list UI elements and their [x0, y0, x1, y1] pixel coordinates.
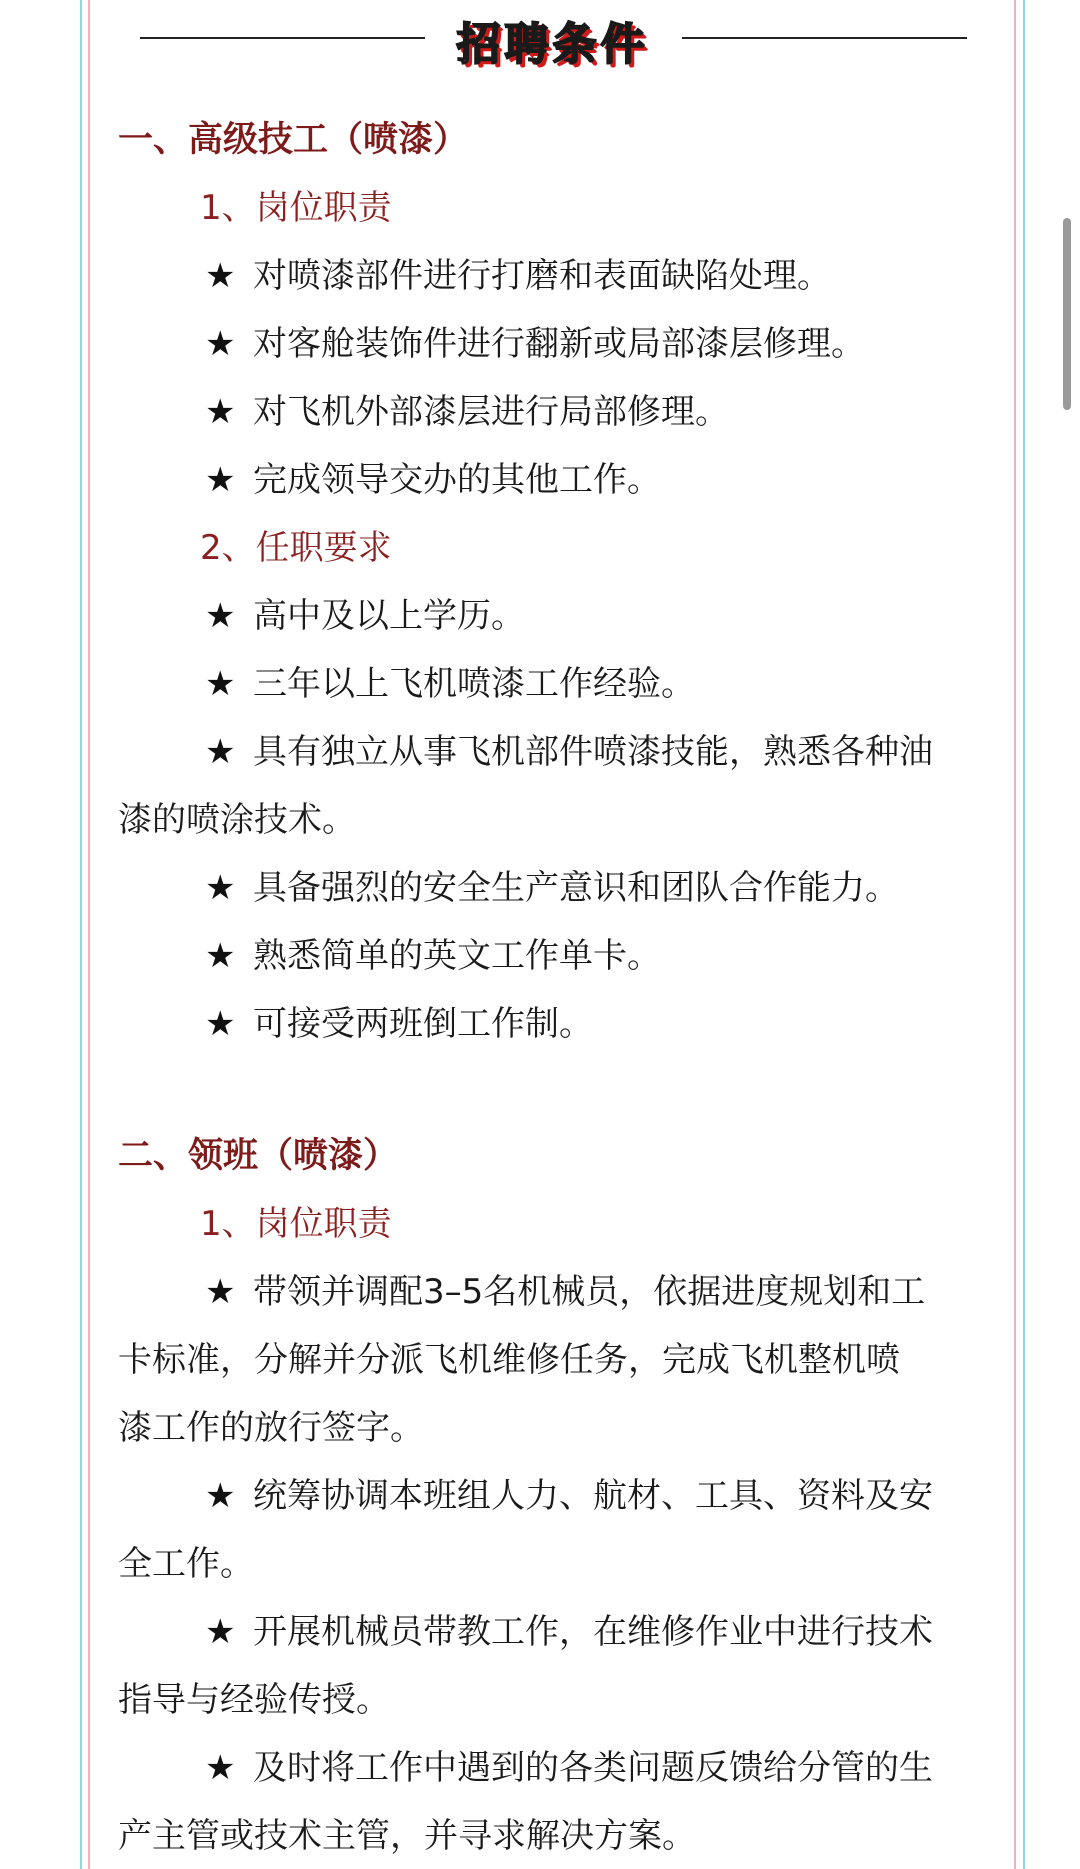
list-item [205, 1748, 933, 1788]
star-icon: ★ [205, 596, 236, 636]
list-item-continuation: 漆的喷涂技术。 [118, 800, 356, 840]
list-item-continuation: 漆工作的放行签字。 [118, 1408, 424, 1448]
list-item [205, 324, 865, 364]
list-item-text: 具备强烈的安全生产意识和团队合作能力。 [253, 868, 899, 908]
subsection-heading: 1、岗位职责 [200, 1204, 392, 1244]
frame-border-left-inner [88, 0, 90, 1869]
star-icon: ★ [205, 1004, 236, 1044]
star-icon: ★ [205, 664, 236, 704]
star-icon: ★ [205, 1476, 236, 1516]
star-icon: ★ [205, 324, 236, 364]
section-title: 一、高级技工（喷漆） [118, 120, 469, 160]
banner-rule-left [140, 37, 425, 39]
banner-rule-right [682, 37, 967, 39]
list-item-text: 完成领导交办的其他工作。 [253, 460, 661, 500]
list-item [205, 256, 831, 296]
list-item [205, 460, 661, 500]
list-item-continuation: 卡标准，分解并分派飞机维修任务，完成飞机整机喷 [118, 1340, 900, 1380]
list-item [205, 868, 899, 908]
list-item [205, 1004, 593, 1044]
star-icon: ★ [205, 868, 236, 908]
frame-border-right-inner [1014, 0, 1016, 1869]
list-item-text: 开展机械员带教工作，在维修作业中进行技术 [253, 1612, 933, 1652]
list-item [205, 1476, 933, 1516]
subsection-heading: 1、岗位职责 [200, 188, 392, 228]
star-icon: ★ [205, 460, 236, 500]
list-item [205, 732, 933, 772]
list-item-text: 带领并调配3–5名机械员，依据进度规划和工 [253, 1272, 926, 1312]
list-item-text: 对喷漆部件进行打磨和表面缺陷处理。 [253, 256, 831, 296]
section-title: 二、领班（喷漆） [118, 1136, 399, 1176]
star-icon: ★ [205, 256, 236, 296]
list-item-continuation: 全工作。 [118, 1544, 254, 1584]
star-icon: ★ [205, 1748, 236, 1788]
section-banner [0, 0, 1080, 80]
star-icon: ★ [205, 1612, 236, 1652]
list-item [205, 664, 695, 704]
list-item [205, 1272, 925, 1312]
list-item-text: 具有独立从事飞机部件喷漆技能，熟悉各种油 [253, 732, 933, 772]
star-icon: ★ [205, 732, 236, 772]
star-icon: ★ [205, 1272, 236, 1312]
star-icon: ★ [205, 392, 236, 432]
list-item-continuation: 指导与经验传授。 [118, 1680, 390, 1720]
frame-border-right-outer [1023, 0, 1025, 1869]
list-item-text: 对飞机外部漆层进行局部修理。 [253, 392, 729, 432]
list-item-text: 对客舱装饰件进行翻新或局部漆层修理。 [253, 324, 865, 364]
subsection-heading: 2、任职要求 [200, 528, 392, 568]
banner-title: 招聘条件 [456, 19, 649, 70]
list-item-text: 熟悉简单的英文工作单卡。 [253, 936, 661, 976]
list-item-text: 及时将工作中遇到的各类问题反馈给分管的生 [253, 1748, 933, 1788]
frame-border-left-outer [80, 0, 82, 1869]
list-item-text: 高中及以上学历。 [253, 596, 525, 636]
scrollbar-thumb[interactable] [1063, 218, 1071, 410]
star-icon: ★ [205, 936, 236, 976]
list-item [205, 596, 525, 636]
list-item-text: 可接受两班倒工作制。 [253, 1004, 593, 1044]
list-item-text: 三年以上飞机喷漆工作经验。 [253, 664, 695, 704]
list-item [205, 936, 661, 976]
list-item [205, 1612, 933, 1652]
list-item-continuation: 产主管或技术主管，并寻求解决方案。 [118, 1816, 696, 1856]
list-item [205, 392, 729, 432]
list-item-text: 统筹协调本班组人力、航材、工具、资料及安 [253, 1476, 933, 1516]
